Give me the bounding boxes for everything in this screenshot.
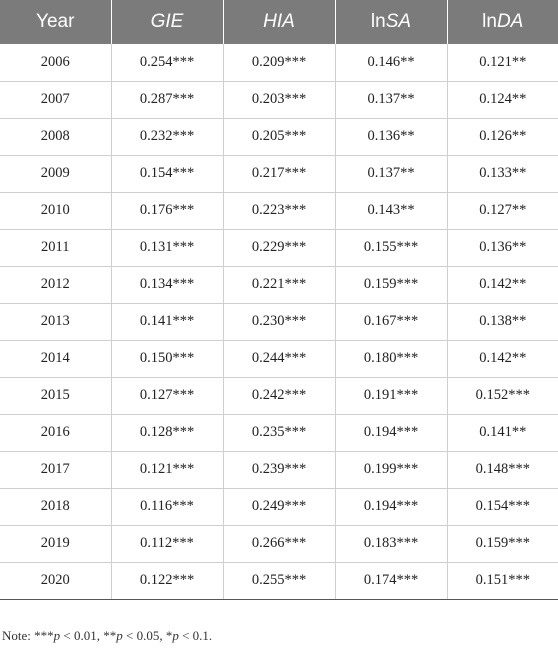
hia-cell: 0.205*** bbox=[223, 118, 335, 155]
table-row bbox=[0, 192, 558, 229]
year-cell: 2011 bbox=[0, 229, 111, 266]
gie-cell: 0.131*** bbox=[111, 229, 223, 266]
header-lnsa-prefix: ln bbox=[370, 11, 386, 32]
gie-cell: 0.232*** bbox=[111, 118, 223, 155]
note-p-symbol: p bbox=[172, 628, 179, 643]
year-cell: 2012 bbox=[0, 266, 111, 303]
year-cell: 2018 bbox=[0, 488, 111, 525]
lnsa-cell: 0.167*** bbox=[335, 303, 447, 340]
gie-cell: 0.176*** bbox=[111, 192, 223, 229]
gie-cell: 0.128*** bbox=[111, 414, 223, 451]
header-lnda-prefix: ln bbox=[482, 11, 497, 32]
table-row bbox=[0, 340, 558, 377]
table-row bbox=[0, 44, 558, 81]
header-row bbox=[0, 0, 558, 44]
year-cell: 2019 bbox=[0, 525, 111, 562]
hia-cell: 0.209*** bbox=[223, 44, 335, 81]
gie-cell: 0.112*** bbox=[111, 525, 223, 562]
lnda-cell: 0.133** bbox=[447, 155, 558, 192]
hia-cell: 0.242*** bbox=[223, 377, 335, 414]
lnsa-cell: 0.194*** bbox=[335, 488, 447, 525]
header-hia-label: HIA bbox=[263, 11, 295, 32]
lnda-cell: 0.141** bbox=[447, 414, 558, 451]
hia-cell: 0.203*** bbox=[223, 81, 335, 118]
hia-cell: 0.223*** bbox=[223, 192, 335, 229]
header-lnda bbox=[447, 0, 558, 44]
lnda-cell: 0.126** bbox=[447, 118, 558, 155]
year-cell: 2013 bbox=[0, 303, 111, 340]
lnsa-cell: 0.194*** bbox=[335, 414, 447, 451]
gie-cell: 0.154*** bbox=[111, 155, 223, 192]
note-lead: Note: *** bbox=[2, 628, 54, 643]
hia-cell: 0.239*** bbox=[223, 451, 335, 488]
table-header bbox=[0, 0, 558, 44]
header-gie-label: GIE bbox=[150, 11, 184, 32]
header-lnsa-label: SA bbox=[385, 11, 412, 32]
note-threshold-3: < 0.1. bbox=[178, 628, 213, 643]
hia-cell: 0.249*** bbox=[223, 488, 335, 525]
year-cell: 2017 bbox=[0, 451, 111, 488]
lnsa-cell: 0.143** bbox=[335, 192, 447, 229]
lnsa-cell: 0.155*** bbox=[335, 229, 447, 266]
note-p-symbol: p bbox=[53, 628, 61, 643]
year-cell: 2015 bbox=[0, 377, 111, 414]
table-row bbox=[0, 266, 558, 303]
lnsa-cell: 0.180*** bbox=[335, 340, 447, 377]
lnda-cell: 0.142** bbox=[447, 266, 558, 303]
table-row bbox=[0, 414, 558, 451]
hia-cell: 0.221*** bbox=[223, 266, 335, 303]
lnsa-cell: 0.191*** bbox=[335, 377, 447, 414]
lnsa-cell: 0.136** bbox=[335, 118, 447, 155]
gie-cell: 0.116*** bbox=[111, 488, 223, 525]
lnsa-cell: 0.199*** bbox=[335, 451, 447, 488]
year-cell: 2016 bbox=[0, 414, 111, 451]
table-row bbox=[0, 525, 558, 562]
hia-cell: 0.266*** bbox=[223, 525, 335, 562]
table-row bbox=[0, 81, 558, 118]
table-row bbox=[0, 488, 558, 525]
gie-cell: 0.150*** bbox=[111, 340, 223, 377]
lnsa-cell: 0.137** bbox=[335, 81, 447, 118]
lnsa-cell: 0.159*** bbox=[335, 266, 447, 303]
hia-cell: 0.255*** bbox=[223, 562, 335, 599]
year-cell: 2008 bbox=[0, 118, 111, 155]
header-year bbox=[0, 0, 111, 44]
year-cell: 2010 bbox=[0, 192, 111, 229]
header-year-label: Year bbox=[36, 11, 75, 32]
year-cell: 2009 bbox=[0, 155, 111, 192]
lnda-cell: 0.127** bbox=[447, 192, 558, 229]
lnda-cell: 0.138** bbox=[447, 303, 558, 340]
year-cell: 2006 bbox=[0, 44, 111, 81]
year-cell: 2020 bbox=[0, 562, 111, 599]
lnsa-cell: 0.146** bbox=[335, 44, 447, 81]
lnsa-cell: 0.174*** bbox=[335, 562, 447, 599]
hia-cell: 0.217*** bbox=[223, 155, 335, 192]
lnda-cell: 0.159*** bbox=[447, 525, 558, 562]
table-row bbox=[0, 155, 558, 192]
gie-cell: 0.127*** bbox=[111, 377, 223, 414]
table-row bbox=[0, 118, 558, 155]
header-lnda-label: DA bbox=[496, 11, 524, 32]
hia-cell: 0.244*** bbox=[223, 340, 335, 377]
table-body bbox=[0, 44, 558, 599]
hia-cell: 0.230*** bbox=[223, 303, 335, 340]
header-hia bbox=[223, 0, 335, 44]
header-gie bbox=[111, 0, 223, 44]
table-row bbox=[0, 451, 558, 488]
lnda-cell: 0.136** bbox=[447, 229, 558, 266]
table-note bbox=[2, 628, 212, 644]
lnda-cell: 0.121** bbox=[447, 44, 558, 81]
note-threshold-1: < 0.01, ** bbox=[60, 628, 117, 643]
note-threshold-2: < 0.05, * bbox=[122, 628, 173, 643]
table-row bbox=[0, 377, 558, 414]
gie-cell: 0.254*** bbox=[111, 44, 223, 81]
lnsa-cell: 0.183*** bbox=[335, 525, 447, 562]
header-lnsa bbox=[335, 0, 447, 44]
lnda-cell: 0.124** bbox=[447, 81, 558, 118]
year-cell: 2014 bbox=[0, 340, 111, 377]
lnda-cell: 0.148*** bbox=[447, 451, 558, 488]
gie-cell: 0.287*** bbox=[111, 81, 223, 118]
hia-cell: 0.229*** bbox=[223, 229, 335, 266]
year-cell: 2007 bbox=[0, 81, 111, 118]
lnda-cell: 0.151*** bbox=[447, 562, 558, 599]
gie-cell: 0.134*** bbox=[111, 266, 223, 303]
gie-cell: 0.122*** bbox=[111, 562, 223, 599]
table-row bbox=[0, 303, 558, 340]
hia-cell: 0.235*** bbox=[223, 414, 335, 451]
note-p-symbol: p bbox=[116, 628, 123, 643]
lnda-cell: 0.142** bbox=[447, 340, 558, 377]
table-row bbox=[0, 562, 558, 599]
gie-cell: 0.141*** bbox=[111, 303, 223, 340]
lnsa-cell: 0.137** bbox=[335, 155, 447, 192]
lnda-cell: 0.154*** bbox=[447, 488, 558, 525]
lnda-cell: 0.152*** bbox=[447, 377, 558, 414]
table-row bbox=[0, 229, 558, 266]
gie-cell: 0.121*** bbox=[111, 451, 223, 488]
